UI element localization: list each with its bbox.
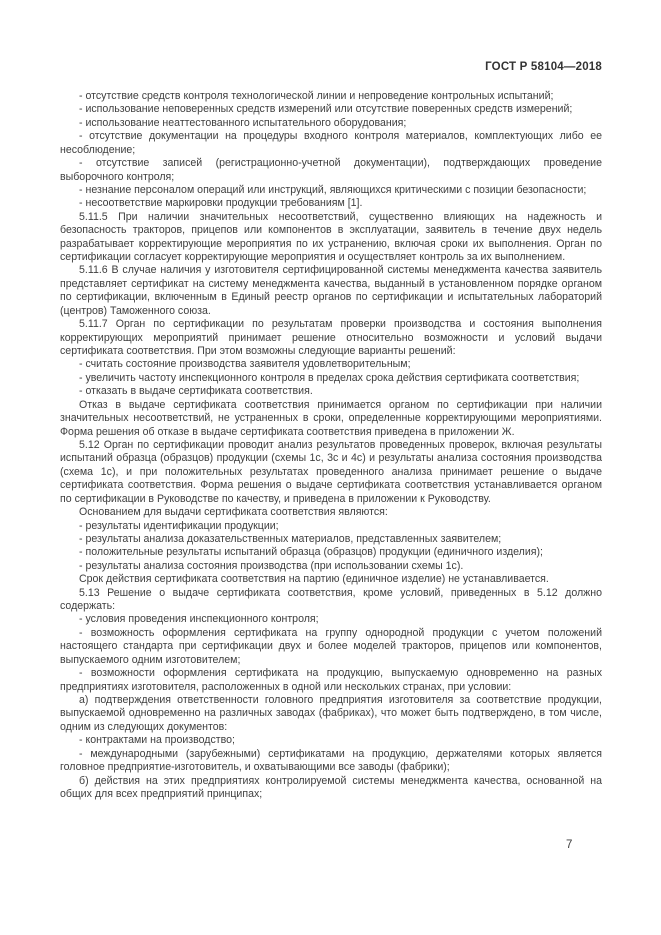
paragraph: Отказ в выдаче сертификата соответствия принимается органом по сертификации при наличии значительных несоответствий, не устраненных в сроки, определенные корректирующими мероприятиями. Форма решения об отказе в выдаче сертификата соответствия приведена в приложении Ж. [60, 398, 602, 438]
list-item: - считать состояние производства заявителя удовлетворительным; [79, 358, 411, 371]
page-number: 7 [566, 839, 573, 851]
list-item: - использование неаттестованного испытательного оборудования; [79, 116, 407, 129]
list-item: - положительные результаты испытаний образца (образцов) продукции (единичного изделия); [79, 546, 543, 559]
list-item: - увеличить частоту инспекционного контроля в пределах срока действия сертификата соответствия; [79, 371, 580, 384]
clause-5-11-7: 5.11.7 Орган по сертификации по результатам проверки производства и состояния выполнения корректирующих мероприятий принимает решение относительно возможности и условий выдачи сертификата соответствия. При этом возможны следующие варианты решений: [60, 318, 602, 358]
list-item: - незнание персоналом операций или инструкций, являющихся критическими с позиции безопасности; [79, 183, 587, 196]
list-item: - результаты идентификации продукции; [79, 519, 279, 532]
clause-5-11-6: 5.11.6 В случае наличия у изготовителя сертифицированной системы менеджмента качества заявитель представляет сертификат на систему менеджмента качества, выданный в установленном порядке органом по сертификации, включенным в Единый реестр органов по сертификации и испытательных лабораторий (центров) Таможенного союза. [60, 264, 602, 317]
list-item: - результаты анализа доказательственных материалов, представленных заявителем; [79, 532, 502, 545]
list-item: - отсутствие средств контроля технологической линии и непроведение контрольных испытаний; [79, 90, 554, 102]
clause-5-13: 5.13 Решение о выдаче сертификата соответствия, кроме условий, приведенных в 5.12 должно содержать: [60, 586, 602, 613]
list-item: - отказать в выдаче сертификата соответствия. [79, 385, 313, 398]
clause-5-12: 5.12 Орган по сертификации проводит анализ результатов проведенных проверок, включая результаты испытаний образца (образцов) продукции (схемы 1с, 3с и 4с) и результаты анализа состояния производства (схема 1с), и при положительных результатах проведенного анализа принимает решение о выдаче сертификата соответствия. Форма решения о выдаче сертификата соответствия устанавливается органом по сертификации в Руководстве по качеству, и приведена в приложении к Руководству. [60, 438, 602, 505]
subitem-b: б) действия на этих предприятиях контролируемой системы менеджмента качества, основанной на общих для всех предприятий принципах; [60, 774, 602, 800]
list-item: - контрактами на производство; [79, 734, 235, 747]
list-item: - международными (зарубежными) сертификатами на продукцию, держателями которых является головное предприятие-изготовитель, и охватывающими все заводы (фабрики); [60, 747, 602, 774]
paragraph: Основанием для выдачи сертификата соответствия являются: [79, 506, 388, 519]
list-item: - несоответствие маркировки продукции требованиям [1]. [79, 197, 363, 210]
list-item: - использование неповеренных средств измерений или отсутствие поверенных средств измерений; [79, 103, 573, 116]
list-item: - условия проведения инспекционного контроля; [79, 613, 319, 626]
subitem-a: а) подтверждения ответственности головного предприятия изготовителя за соответствие продукции, выпускаемой одновременно на различных заводах (фабриках), что может быть подтверждено, в том числе, одним из следующих документов: [60, 693, 602, 733]
list-item: - отсутствие документации на процедуры входного контроля материалов, комплектующих либо ее несоблюдение; [60, 130, 602, 156]
list-item: - результаты анализа состояния производства (при использовании схемы 1с). [79, 559, 464, 572]
list-item: - отсутствие записей (регистрационно-учетной документации), подтверждающих проведение выборочного контроля; [60, 157, 602, 183]
standard-designation-header: ГОСТ Р 58104—2018 [485, 61, 602, 73]
list-item: - возможность оформления сертификата на группу однородной продукции с учетом положений настоящего стандарта при сертификации двух и более моделей тракторов, прицепов или компонентов, выпускаемого одним изготовителем; [60, 626, 602, 666]
document-body [60, 90, 602, 801]
clause-5-11-5: 5.11.5 При наличии значительных несоответствий, существенно влияющих на надежность и безопасность тракторов, прицепов или компонентов в эксплуатации, заявитель в течение двух недель разрабатывает корректирующие мероприятия по их устранению, включая сроки их выполнения. Орган по сертификации согласует корректирующие мероприятия и осуществляет контроль за их выполнением. [60, 210, 602, 264]
list-item: - возможности оформления сертификата на продукцию, выпускаемую одновременно на разных предприятиях изготовителя, расположенных в одной или нескольких странах, при условии: [60, 667, 602, 693]
paragraph: Срок действия сертификата соответствия на партию (единичное изделие) не устанавливается. [79, 573, 549, 586]
